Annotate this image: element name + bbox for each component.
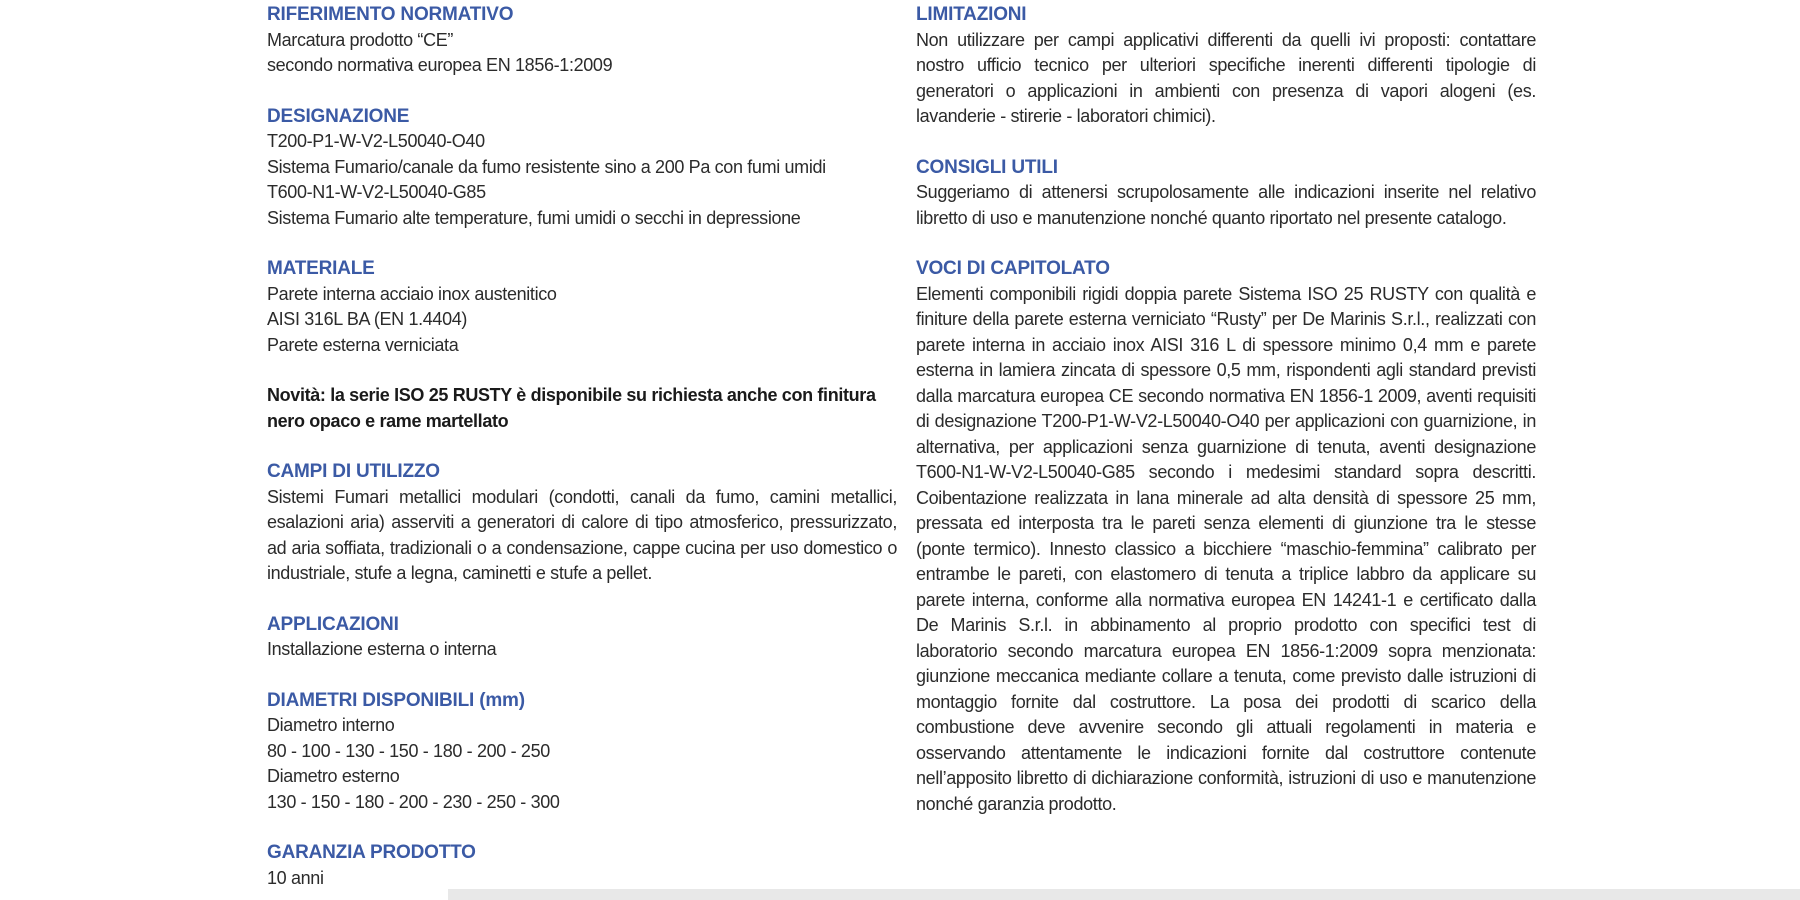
- section-heading-diametri-disponibili: DIAMETRI DISPONIBILI (mm): [267, 689, 525, 711]
- left-column: [267, 2, 897, 891]
- text-line: T200-P1-W-V2-L50040-O40: [267, 131, 485, 151]
- section-materiale: [267, 256, 897, 358]
- text-line: AISI 316L BA (EN 1.4404): [267, 309, 468, 329]
- text-line: 80 - 100 - 130 - 150 - 180 - 200 - 250: [267, 740, 550, 761]
- section-heading-materiale: MATERIALE: [267, 258, 375, 279]
- text-line: 130 - 150 - 180 - 200 - 230 - 250 - 300: [267, 791, 560, 812]
- section-applicazioni: [267, 612, 897, 663]
- section-designazione: [267, 104, 897, 232]
- section-paragraph: Sistemi Fumari metallici modulari (condotti, canali da fumo, camini metallici, esalazioni aria) asserviti a generatori di calore di tipo atmosferico, pressurizzato, ad aria soffiata, tradizionali o a condensazione, cappe cucina per uso domestico o industriale, stufe a legna, caminetti e stufe a pellet.: [267, 486, 897, 583]
- text-line: Marcatura prodotto “CE”: [267, 29, 454, 50]
- text-line: Sistema Fumario/canale da fumo resistente sino a 200 Pa con fumi umidi: [267, 156, 826, 177]
- section-heading-limitazioni: LIMITAZIONI: [916, 4, 1027, 25]
- section-campi-di-utilizzo: [267, 459, 897, 587]
- text-line: Diametro esterno: [267, 766, 400, 786]
- text-line: Installazione esterna o interna: [267, 639, 497, 659]
- text-line: T600-N1-W-V2-L50040-G85: [267, 182, 486, 202]
- section-heading-garanzia-prodotto: GARANZIA PRODOTTO: [267, 842, 476, 863]
- section-heading-designazione: DESIGNAZIONE: [267, 105, 410, 127]
- text-line: Diametro interno: [267, 715, 395, 735]
- section-heading-riferimento-normativo: RIFERIMENTO NORMATIVO: [267, 4, 514, 25]
- section-paragraph: Elementi componibili rigidi doppia parete Sistema ISO 25 RUSTY con qualità e finiture della parete esterna verniciato “Rusty” per De Marinis S.r.l., realizzati con parete interna in acciaio inox AISI 316 L di spessore minimo 0,4 mm e parete esterna in lamiera zincata di spessore 0,5 mm, rispondenti agli standard previsti dalla marcatura europea CE secondo normativa EN 1856-1 2009, aventi requisiti di designazione T200-P1-W-V2-L50040-O40 per applicazioni con guarnizione, in alternativa, per applicazioni senza guarnizione di tenuta, aventi designazione T600-N1-W-V2-L50040-G85 secondo i medesimi standard sopra descritti. Coibentazione realizzata in lana minerale ad alta densità di spessore 25 mm, pressata ed interposta tra le pareti senza elementi di giunzione tra le stesse (ponte termico). Innesto classico a bicchiere “maschio-femmina” calibrato per entrambe le pareti, con elastomero di tenuta a triplice labbro da applicare su parete interna, conforme alla normativa europea EN 14241-1 e certificato dalla De Marinis S.r.l. in abbinamento al proprio prodotto con specifici test di laboratorio secondo marcatura europea EN 1856-1:2009 sopra menzionata: giunzione meccanica mediante collare a tenuta, come previsto dalle istruzioni di montaggio fornite dal costruttore. La posa dei prodotti di scarico della combustione deve avvenire secondo gli attuali regolamenti in materia e osservando attentamente le indicazioni fornite dal costruttore contenute nell’apposito libretto di dichiarazione conformità, istruzioni di uso e manutenzione nonché garanzia prodotto.: [916, 283, 1536, 814]
- section-heading-voci-di-capitolato: VOCI DI CAPITOLATO: [916, 258, 1110, 279]
- section-novita-note: [267, 383, 897, 434]
- section-heading-applicazioni: APPLICAZIONI: [267, 613, 399, 635]
- section-consigli-utili: [916, 155, 1536, 232]
- text-line: 10 anni: [267, 867, 324, 888]
- text-line: Parete esterna verniciata: [267, 334, 459, 355]
- section-limitazioni: [916, 2, 1536, 130]
- section-riferimento-normativo: [267, 2, 897, 79]
- section-heading-consigli-utili: CONSIGLI UTILI: [916, 156, 1058, 178]
- section-diametri-disponibili: [267, 688, 897, 816]
- text-line: Sistema Fumario alte temperature, fumi umidi o secchi in depressione: [267, 207, 801, 228]
- text-line: Parete interna acciaio inox austenitico: [267, 283, 557, 304]
- section-heading-campi-di-utilizzo: CAMPI DI UTILIZZO: [267, 461, 440, 482]
- bottom-divider: [448, 889, 1800, 900]
- novita-note: Novità: la serie ISO 25 RUSTY è disponibile su richiesta anche con finitura nero opaco e rame martellato: [267, 385, 876, 431]
- section-paragraph: Non utilizzare per campi applicativi differenti da quelli ivi proposti: contattare nostro ufficio tecnico per ulteriori specifiche inerenti differenti tipologie di generatori o applicazioni in ambienti con presenza di vapori alogeni (es. lavanderie - stirerie - laboratori chimici).: [916, 29, 1536, 126]
- right-column: [916, 2, 1536, 817]
- section-paragraph: Suggeriamo di attenersi scrupolosamente alle indicazioni inserite nel relativo libretto di uso e manutenzione nonché quanto riportato nel presente catalogo.: [916, 182, 1536, 228]
- section-voci-di-capitolato: [916, 256, 1536, 817]
- text-line: secondo normativa europea EN 1856-1:2009: [267, 55, 613, 75]
- section-garanzia-prodotto: [267, 840, 897, 891]
